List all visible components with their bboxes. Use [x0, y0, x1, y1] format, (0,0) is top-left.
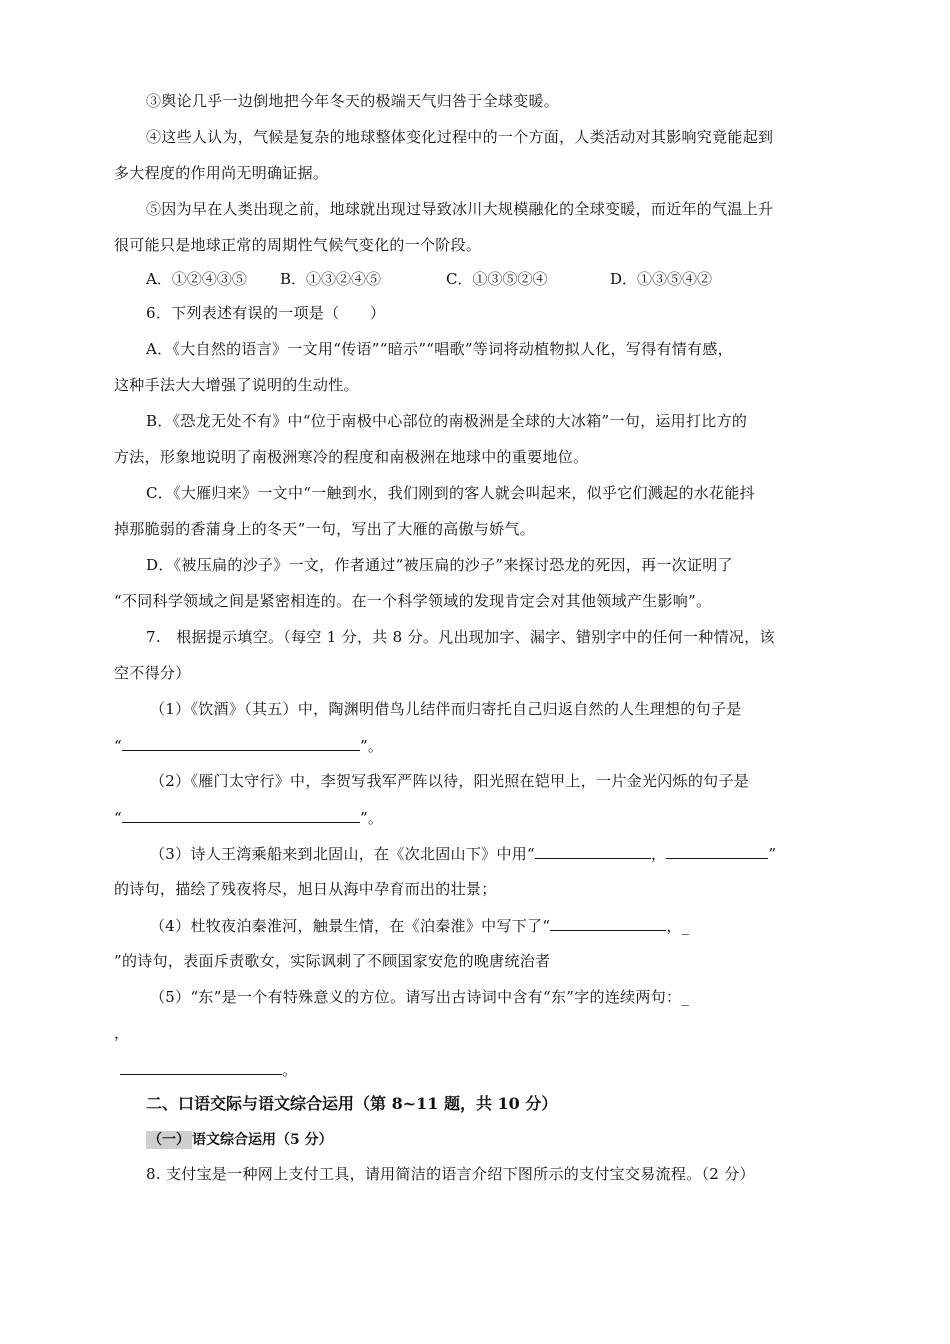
q6-option-b-line2: 方法，形象地说明了南极洲寒冷的程度和南极洲在地球中的重要地位。	[114, 448, 589, 466]
q6-option-a-line2: 这种手法大大增强了说明的生动性。	[114, 376, 359, 394]
q7-sub4-continuation: ”的诗句，表面斥责歌女，实际讽刺了不顾国家安危的晚唐统治者	[114, 952, 551, 970]
section-2-subheading	[146, 1130, 333, 1150]
period: 。	[282, 1061, 298, 1079]
q5-statement-4-line2: 多大程度的作用尚无明确证据。	[114, 164, 329, 182]
q6-option-b-line1: B．《恐龙无处不有》中“位于南极中心部位的南极洲是全球的大冰箱”一句，运用打比方的	[146, 412, 748, 430]
q6-option-c-line2: 掉那脆弱的香蒲身上的冬天”一句，写出了大雁的高傲与娇气。	[114, 520, 536, 538]
q7-sub4-text: （4）杜牧夜泊秦淮河，触景生情，在《泊秦淮》中写下了“	[150, 917, 551, 935]
q5-option-b: B．①③②④⑤	[280, 270, 382, 288]
close-quote: ”。	[359, 737, 384, 755]
q5-statement-4-line1: ④这些人认为，气候是复杂的地球整体变化过程中的一个方面，人类活动对其影响究竟能起到	[146, 128, 774, 146]
q7-sub4-blank-1[interactable]	[550, 915, 666, 931]
q7-sub3-blank-2[interactable]	[666, 843, 768, 859]
q7-sub3-text: （3）诗人王湾乘船来到北固山，在《次北固山下》中用“	[150, 845, 536, 863]
q7-sub3-prompt	[150, 843, 776, 864]
q7-sub4-prompt	[150, 915, 689, 936]
comma: ，	[651, 845, 667, 863]
q7-sub1-answer-line	[114, 735, 383, 756]
q7-stem-line2: 空不得分）	[114, 664, 191, 682]
q7-sub5-comma: ，	[114, 1024, 130, 1042]
q5-option-d: D．①③⑤④②	[610, 270, 713, 288]
q6-option-d-line1: D．《被压扁的沙子》一文，作者通过“被压扁的沙子”来探讨恐龙的死因，再一次证明了	[146, 556, 733, 574]
open-quote: “	[114, 737, 122, 755]
q7-sub1-prompt: （1）《饮酒》（其五）中，陶渊明借鸟儿结伴而归寄托自己归返自然的人生理想的句子是	[150, 700, 742, 718]
q7-sub5-prompt: （5）“东”是一个有特殊意义的方位。请写出古诗词中含有“东”字的连续两句：_	[150, 988, 690, 1006]
q7-sub1-blank[interactable]	[122, 735, 360, 751]
q6-stem: 6．下列表述有误的一项是（ ）	[146, 304, 386, 322]
q5-option-c: C．①③⑤②④	[446, 270, 548, 288]
subheading-highlight: （一）	[148, 1132, 190, 1148]
subheading-text: 语文综合运用（5 分）	[192, 1132, 333, 1148]
q7-sub5-blank[interactable]	[120, 1059, 282, 1075]
q7-sub4-tail: ，_	[666, 917, 690, 935]
open-quote: “	[114, 809, 122, 827]
q6-option-c-line1: C．《大雁归来》一文中“一触到水，我们刚到的客人就会叫起来，似乎它们溅起的水花能抖	[146, 484, 755, 502]
q7-sub2-prompt: （2）《雁门太守行》中，李贺写我军严阵以待，阳光照在铠甲上，一片金光闪烁的句子是	[150, 772, 750, 790]
q7-sub3-blank-1[interactable]	[535, 843, 651, 859]
close-quote: ”。	[359, 809, 384, 827]
q7-sub5-answer-line	[120, 1059, 297, 1080]
close-quote: ”	[768, 845, 777, 863]
q5-option-a: A．①②④③⑤	[146, 270, 247, 288]
q7-sub2-answer-line	[114, 807, 383, 828]
q6-option-d-line2: “不同科学领域之间是紧密相连的。在一个科学领域的发现肯定会对其他领域产生影响”。	[114, 592, 712, 610]
section-2-heading: 二、口语交际与语文综合运用（第 8~11 题，共 10 分）	[146, 1094, 558, 1113]
q6-option-a-line1: A．《大自然的语言》一文用“传语”“暗示”“唱歌”等词将动植物拟人化，写得有情有感，	[146, 340, 733, 358]
q7-stem-line1: 7. 根据提示填空。（每空 1 分，共 8 分。凡出现加字、漏字、错别字中的任何一种情况，该	[146, 628, 775, 646]
q7-sub2-blank[interactable]	[122, 807, 360, 823]
q5-statement-5-line1: ⑤因为早在人类出现之前，地球就出现过导致冰川大规模融化的全球变暖，而近年的气温上升	[146, 200, 774, 218]
q8-stem: 8. 支付宝是一种网上支付工具，请用简洁的语言介绍下图所示的支付宝交易流程。（2 分）	[146, 1165, 755, 1183]
q5-statement-3: ③舆论几乎一边倒地把今年冬天的极端天气归咎于全球变暖。	[146, 92, 560, 110]
q5-statement-5-line2: 很可能只是地球正常的周期性气候气变化的一个阶段。	[114, 236, 482, 254]
q7-sub3-continuation: 的诗句，描绘了残夜将尽，旭日从海中孕育而出的壮景；	[114, 880, 497, 898]
